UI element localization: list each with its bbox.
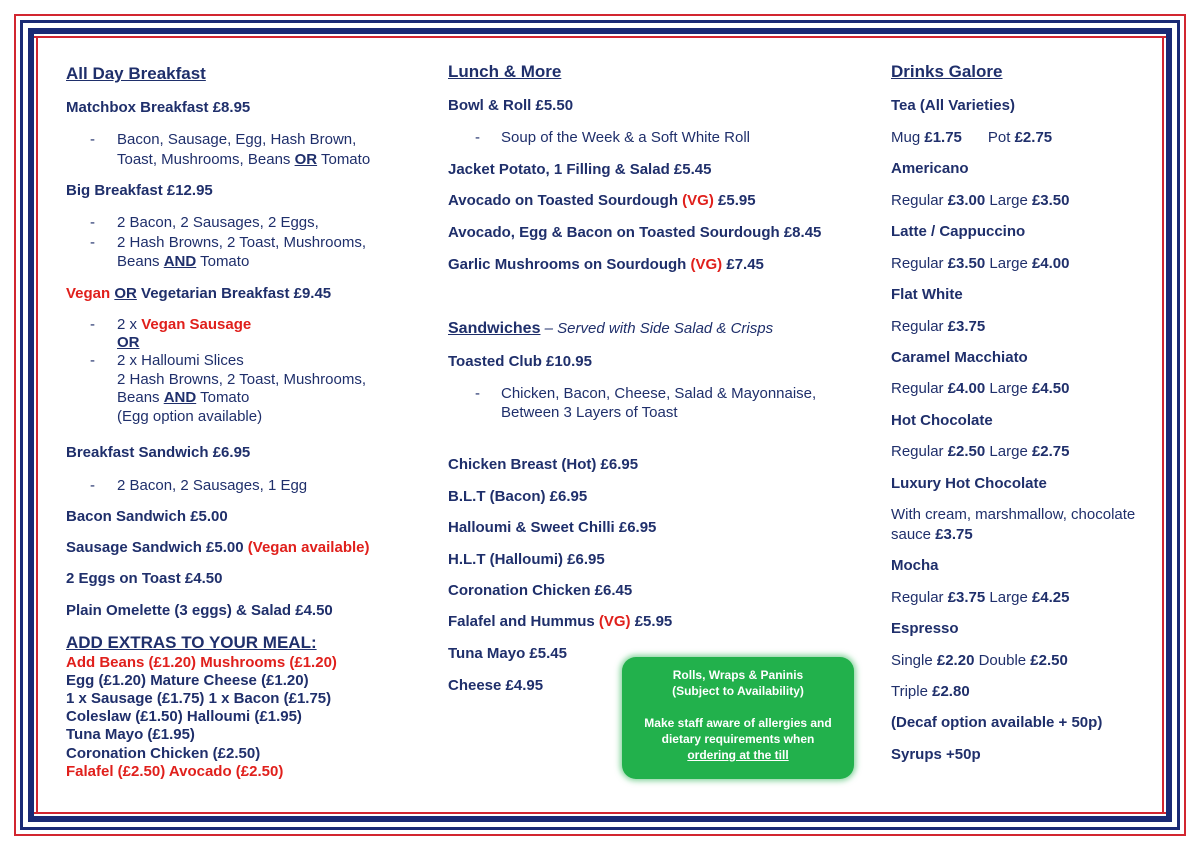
bullet-dash: - bbox=[475, 129, 480, 146]
vegan-desc-4: Beans AND Tomato bbox=[117, 389, 250, 406]
espresso-prices: Single £2.20 Double £2.50 bbox=[891, 652, 1068, 669]
hot-chocolate: Hot Chocolate bbox=[891, 412, 993, 429]
bullet-dash: - bbox=[90, 234, 95, 251]
sandwiches-heading: Sandwiches – Served with Side Salad & Crisps bbox=[448, 320, 774, 337]
decaf-option: (Decaf option available + 50p) bbox=[891, 714, 1103, 731]
mocha: Mocha bbox=[891, 557, 939, 574]
matchbox-breakfast: Matchbox Breakfast £8.95 bbox=[66, 99, 251, 116]
toasted-club: Toasted Club £10.95 bbox=[448, 353, 592, 370]
extras-line-5: Tuna Mayo (£1.95) bbox=[66, 726, 195, 743]
extras-line-6: Coronation Chicken (£2.50) bbox=[66, 745, 261, 762]
club-desc-1: Chicken, Bacon, Cheese, Salad & Mayonnaise, bbox=[501, 385, 817, 402]
bullet-dash: - bbox=[90, 316, 95, 333]
chicken-breast: Chicken Breast (Hot) £6.95 bbox=[448, 456, 639, 473]
bullet-dash: - bbox=[90, 352, 95, 369]
blt: B.L.T (Bacon) £6.95 bbox=[448, 488, 588, 505]
bullet-dash: - bbox=[90, 214, 95, 231]
hlt: H.L.T (Halloumi) £6.95 bbox=[448, 551, 605, 568]
garlic-mushrooms: Garlic Mushrooms on Sourdough (VG) £7.45 bbox=[448, 256, 764, 273]
mocha-prices: Regular £3.75 Large £4.25 bbox=[891, 589, 1070, 606]
americano: Americano bbox=[891, 160, 969, 177]
lunch-heading: Lunch & More bbox=[448, 62, 562, 81]
espresso-triple: Triple £2.80 bbox=[891, 683, 970, 700]
tea: Tea (All Varieties) bbox=[891, 97, 1015, 114]
vegan-desc-5: (Egg option available) bbox=[117, 408, 263, 425]
vegan-desc-2: 2 x Halloumi Slices bbox=[117, 352, 244, 369]
americano-prices: Regular £3.00 Large £3.50 bbox=[891, 192, 1070, 209]
breakfast-sandwich: Breakfast Sandwich £6.95 bbox=[66, 444, 251, 461]
matchbox-desc-1: Bacon, Sausage, Egg, Hash Brown, bbox=[117, 131, 357, 148]
matchbox-desc-2: Toast, Mushrooms, Beans OR Tomato bbox=[117, 151, 371, 168]
vegan-desc-or: OR bbox=[117, 334, 140, 351]
plain-omelette: Plain Omelette (3 eggs) & Salad £4.50 bbox=[66, 602, 333, 619]
notice-line-3: Make staff aware of allergies and bbox=[644, 716, 832, 730]
notice-line-5: ordering at the till bbox=[687, 748, 789, 762]
falafel-hummus: Falafel and Hummus (VG) £5.95 bbox=[448, 613, 673, 630]
luxury-desc-1: With cream, marshmallow, chocolate bbox=[891, 506, 1136, 523]
eggs-on-toast: 2 Eggs on Toast £4.50 bbox=[66, 570, 223, 587]
avocado-egg-bacon: Avocado, Egg & Bacon on Toasted Sourdough £8.45 bbox=[448, 224, 822, 241]
vegan-desc-1: 2 x Vegan Sausage bbox=[117, 316, 252, 333]
latte-cappuccino: Latte / Cappuccino bbox=[891, 223, 1026, 240]
coronation-chicken: Coronation Chicken £6.45 bbox=[448, 582, 633, 599]
vegan-desc-3: 2 Hash Browns, 2 Toast, Mushrooms, bbox=[117, 371, 366, 388]
extras-line-7: Falafel (£2.50) Avocado (£2.50) bbox=[66, 763, 284, 780]
big-desc-3: Beans AND Tomato bbox=[117, 253, 250, 270]
bowl-desc: Soup of the Week & a Soft White Roll bbox=[501, 129, 751, 146]
notice-line-1: Rolls, Wraps & Paninis bbox=[672, 668, 804, 682]
luxury-desc-2: sauce £3.75 bbox=[891, 526, 973, 543]
breakfast-sandwich-desc: 2 Bacon, 2 Sausages, 1 Egg bbox=[117, 477, 308, 494]
allergy-notice bbox=[622, 657, 854, 779]
notice-line-2: (Subject to Availability) bbox=[672, 684, 804, 698]
big-desc-2: 2 Hash Browns, 2 Toast, Mushrooms, bbox=[117, 234, 366, 251]
hot-chocolate-prices: Regular £2.50 Large £2.75 bbox=[891, 443, 1070, 460]
extras-heading: ADD EXTRAS TO YOUR MEAL: bbox=[66, 633, 317, 652]
jacket-potato: Jacket Potato, 1 Filling & Salad £5.45 bbox=[448, 161, 712, 178]
syrups: Syrups +50p bbox=[891, 746, 981, 763]
bullet-dash: - bbox=[475, 385, 480, 402]
big-breakfast: Big Breakfast £12.95 bbox=[66, 182, 213, 199]
extras-line-1: Add Beans (£1.20) Mushrooms (£1.20) bbox=[66, 654, 337, 671]
caramel-prices: Regular £4.00 Large £4.50 bbox=[891, 380, 1070, 397]
bowl-and-roll: Bowl & Roll £5.50 bbox=[448, 97, 574, 114]
bullet-dash: - bbox=[90, 131, 95, 148]
bullet-dash: - bbox=[90, 477, 95, 494]
tuna-mayo: Tuna Mayo £5.45 bbox=[448, 645, 567, 662]
halloumi-chilli: Halloumi & Sweet Chilli £6.95 bbox=[448, 519, 657, 536]
avocado-sourdough: Avocado on Toasted Sourdough (VG) £5.95 bbox=[448, 192, 756, 209]
luxury-hot-chocolate: Luxury Hot Chocolate bbox=[891, 475, 1047, 492]
sausage-sandwich: Sausage Sandwich £5.00 (Vegan available) bbox=[66, 539, 370, 556]
flat-white: Flat White bbox=[891, 286, 963, 303]
extras-line-2: Egg (£1.20) Mature Cheese (£1.20) bbox=[66, 672, 309, 689]
extras-line-3: 1 x Sausage (£1.75) 1 x Bacon (£1.75) bbox=[66, 690, 332, 707]
breakfast-heading: All Day Breakfast bbox=[66, 64, 206, 83]
latte-prices: Regular £3.50 Large £4.00 bbox=[891, 255, 1070, 272]
big-desc-1: 2 Bacon, 2 Sausages, 2 Eggs, bbox=[117, 214, 319, 231]
extras-line-4: Coleslaw (£1.50) Halloumi (£1.95) bbox=[66, 708, 302, 725]
tea-prices: Mug £1.75 Pot £2.75 bbox=[891, 129, 1053, 146]
bacon-sandwich: Bacon Sandwich £5.00 bbox=[66, 508, 228, 525]
club-desc-2: Between 3 Layers of Toast bbox=[501, 404, 678, 421]
cheese-sandwich: Cheese £4.95 bbox=[448, 677, 544, 694]
drinks-heading: Drinks Galore bbox=[891, 62, 1003, 81]
espresso: Espresso bbox=[891, 620, 959, 637]
vegan-breakfast: Vegan OR Vegetarian Breakfast £9.45 bbox=[66, 285, 332, 302]
notice-line-4: dietary requirements when bbox=[661, 732, 815, 746]
flat-white-prices: Regular £3.75 bbox=[891, 318, 986, 335]
caramel-macchiato: Caramel Macchiato bbox=[891, 349, 1028, 366]
